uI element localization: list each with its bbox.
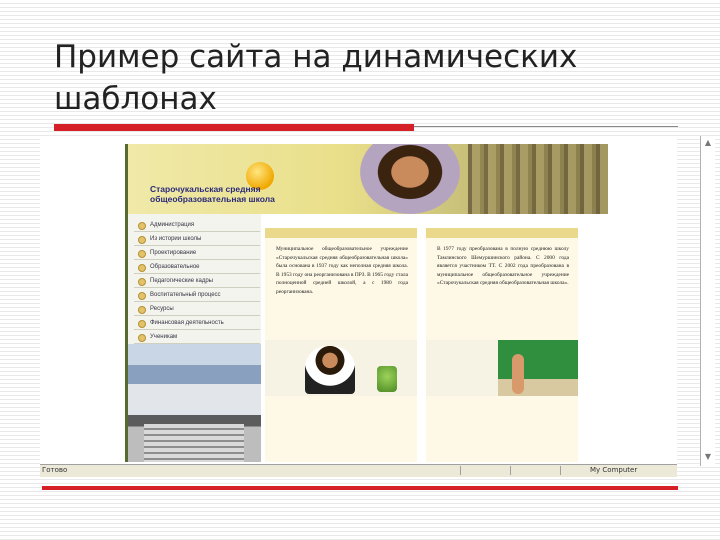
column-photo — [265, 340, 417, 396]
scroll-down-icon[interactable]: ▼ — [704, 452, 712, 461]
header-photo-bookshelves — [468, 144, 608, 214]
column-text: Муниципальное общеобразовательное учреждение «Старочукальская средняя общеобразовательная школа» была основана в 1937 году как неполная средняя школа. В 1953 году она реорганизована в ПРЗ. В 1965 году стала полноценной средней школой, а с 1980 года реорганизована. — [276, 246, 408, 295]
bullet-icon — [138, 222, 146, 230]
photo-classroom-board — [498, 340, 578, 396]
column-header-bar — [426, 228, 578, 238]
column-header-bar — [265, 228, 417, 238]
site-nav-menu — [128, 214, 261, 344]
nav-item-history[interactable]: Из истории школы — [134, 232, 260, 246]
title-underline-accent — [54, 124, 414, 131]
photo-plant — [377, 366, 397, 392]
bullet-icon — [138, 292, 146, 300]
site-header — [128, 144, 608, 214]
bullet-icon — [138, 306, 146, 314]
vertical-scrollbar[interactable] — [701, 136, 715, 466]
status-zone: My Computer — [590, 466, 638, 474]
scroll-up-icon[interactable]: ▲ — [704, 138, 712, 147]
bullet-icon — [138, 264, 146, 272]
school-name: Старочукальская средняя общеобразовательная школа — [150, 184, 275, 204]
bullet-icon — [138, 236, 146, 244]
content-column-right — [426, 228, 578, 462]
column-photo — [426, 340, 578, 396]
slide-title: Пример сайта на динамических шаблонах — [54, 39, 578, 117]
bullet-icon — [138, 334, 146, 342]
title-underline-rule — [414, 126, 678, 127]
nav-item-education[interactable]: Образовательное — [134, 260, 260, 274]
photo-raised-hand — [512, 354, 524, 394]
status-divider — [510, 466, 511, 475]
bullet-icon — [138, 320, 146, 328]
status-divider — [460, 466, 461, 475]
nav-item-students[interactable]: Ученикам — [134, 330, 260, 344]
nav-item-teachers[interactable]: Педагогические кадры — [134, 274, 260, 288]
header-photo-student — [360, 144, 460, 214]
column-text: В 1977 году преобразована в полную среднюю школу Тамлинского Шемуршинского района. С 2000 года является участником ТТ. С 2002 года преобразована в муниципальное общеобразовательное учреждение «Старочукальская средняя общеобразовательная школа». — [437, 246, 569, 287]
browser-screenshot — [40, 136, 712, 476]
school-building-photo — [128, 344, 261, 462]
nav-item-upbringing[interactable]: Воспитательный процесс — [134, 288, 260, 302]
website-page — [125, 144, 608, 462]
browser-status-bar — [40, 464, 677, 477]
nav-item-administration[interactable]: Администрация — [134, 218, 260, 232]
status-text: Готово — [42, 466, 68, 474]
content-column-left — [265, 228, 417, 462]
photo-stairs — [144, 424, 244, 462]
nav-item-finance[interactable]: Финансовая деятельность — [134, 316, 260, 330]
slide-footer-rule — [42, 486, 678, 490]
photo-student-reading — [305, 346, 355, 394]
nav-item-planning[interactable]: Проектирование — [134, 246, 260, 260]
status-divider — [560, 466, 561, 475]
nav-item-resources[interactable]: Ресурсы — [134, 302, 260, 316]
bullet-icon — [138, 278, 146, 286]
bullet-icon — [138, 250, 146, 258]
